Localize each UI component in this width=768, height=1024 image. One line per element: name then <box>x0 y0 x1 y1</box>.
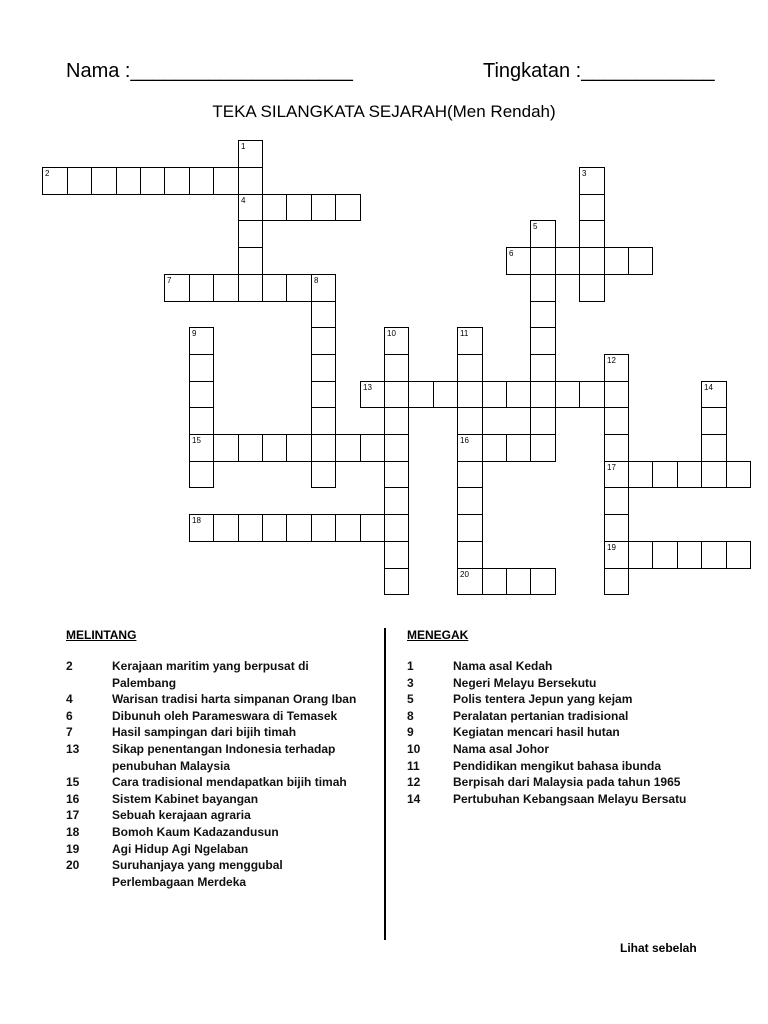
crossword-cell[interactable] <box>457 381 483 408</box>
crossword-cell[interactable] <box>384 434 409 462</box>
clue-item-text: Cara tradisional mendapatkan bijih timah <box>112 775 347 790</box>
crossword-cell[interactable] <box>701 407 727 435</box>
crossword-cell[interactable] <box>164 274 190 302</box>
crossword-cell[interactable] <box>360 514 385 542</box>
crossword-cell[interactable] <box>189 461 214 488</box>
clue-item-number: 6 <box>66 708 73 723</box>
clue-item-number: 18 <box>66 825 80 839</box>
crossword-cell[interactable] <box>579 247 605 275</box>
crossword-cell[interactable] <box>286 274 312 302</box>
crossword-cell[interactable] <box>579 194 605 221</box>
crossword-cell[interactable] <box>604 381 629 408</box>
crossword-cell[interactable] <box>262 194 287 221</box>
clue-number: 20 <box>460 570 469 579</box>
crossword-cell[interactable] <box>311 434 336 462</box>
crossword-cell[interactable] <box>677 541 702 569</box>
crossword-cell[interactable] <box>262 274 287 302</box>
clue-item-number: 17 <box>66 808 80 823</box>
clue-item-text: Negeri Melayu Bersekutu <box>453 675 597 690</box>
crossword-cell[interactable] <box>189 167 214 195</box>
crossword-cell[interactable] <box>604 247 629 275</box>
clue-item-number: 12 <box>407 775 421 790</box>
crossword-cell[interactable] <box>579 220 605 248</box>
crossword-cell[interactable] <box>530 434 556 462</box>
crossword-cell[interactable] <box>335 514 361 542</box>
clue-item-number: 4 <box>66 692 73 707</box>
crossword-cell[interactable] <box>384 327 409 355</box>
clue-number: 10 <box>387 329 396 338</box>
clue-number: 17 <box>607 463 616 472</box>
crossword-cell[interactable] <box>701 461 727 488</box>
crossword-cell[interactable] <box>189 434 214 462</box>
crossword-cell[interactable] <box>335 194 361 221</box>
crossword-cell[interactable] <box>360 434 385 462</box>
clue-item-number: 15 <box>66 775 80 790</box>
crossword-cell[interactable] <box>530 301 556 328</box>
crossword-cell[interactable] <box>189 274 214 302</box>
crossword-cell[interactable] <box>384 354 409 382</box>
crossword-cell[interactable] <box>457 568 483 595</box>
crossword-cell[interactable] <box>530 220 556 248</box>
crossword-cell[interactable] <box>433 381 458 408</box>
crossword-cell[interactable] <box>701 381 727 408</box>
clue-number: 7 <box>167 276 172 285</box>
crossword-cell[interactable] <box>384 407 409 435</box>
crossword-cell[interactable] <box>604 487 629 515</box>
crossword-cell[interactable] <box>457 327 483 355</box>
across-heading: MELINTANG <box>66 628 137 642</box>
clue-number: 19 <box>607 543 616 552</box>
crossword-cell[interactable] <box>457 407 483 435</box>
crossword-cell[interactable] <box>555 247 580 275</box>
crossword-cell[interactable] <box>530 274 556 302</box>
crossword-cell[interactable] <box>238 194 263 221</box>
crossword-cell[interactable] <box>457 487 483 515</box>
clue-number: 14 <box>704 383 713 392</box>
clue-item-text: Warisan tradisi harta simpanan Orang Iban <box>112 692 357 707</box>
clue-number: 16 <box>460 436 469 445</box>
crossword-cell[interactable] <box>238 434 263 462</box>
crossword-cell[interactable] <box>408 381 434 408</box>
crossword-cell[interactable] <box>457 461 483 488</box>
clue-item-text: Suruhanjaya yang menggubal Perlembagaan Merdeka <box>112 858 283 889</box>
crossword-cell[interactable] <box>555 381 580 408</box>
clue-item-number: 20 <box>66 858 80 873</box>
crossword-cell[interactable] <box>286 514 312 542</box>
crossword-cell[interactable] <box>604 514 629 542</box>
crossword-cell[interactable] <box>189 407 214 435</box>
crossword-cell[interactable] <box>311 514 336 542</box>
crossword-cell[interactable] <box>189 327 214 355</box>
crossword-cell[interactable] <box>628 541 653 569</box>
crossword-cell[interactable] <box>213 167 239 195</box>
clue-number: 13 <box>363 383 372 392</box>
crossword-cell[interactable] <box>42 167 68 195</box>
clue-item-text: Nama asal Johor <box>453 742 550 756</box>
clue-number: 15 <box>192 436 201 445</box>
crossword-cell[interactable] <box>530 381 556 408</box>
crossword-cell[interactable] <box>384 381 409 408</box>
clue-item-number: 1 <box>407 659 414 673</box>
crossword-cell[interactable] <box>189 514 214 542</box>
crossword-cell[interactable] <box>604 541 629 569</box>
crossword-cell[interactable] <box>384 568 409 595</box>
crossword-cell[interactable] <box>506 568 531 595</box>
crossword-cell[interactable] <box>262 434 287 462</box>
crossword-cell[interactable] <box>91 167 117 195</box>
crossword-cell[interactable] <box>238 247 263 275</box>
clue-item-number: 10 <box>407 742 421 756</box>
crossword-cell[interactable] <box>628 461 653 488</box>
crossword-cell[interactable] <box>506 381 531 408</box>
clue-number: 6 <box>509 249 514 258</box>
crossword-cell[interactable] <box>286 194 312 221</box>
crossword-cell[interactable] <box>238 167 263 195</box>
clue-number: 4 <box>241 196 246 205</box>
crossword-cell[interactable] <box>238 220 263 248</box>
clue-item-number: 5 <box>407 692 414 707</box>
crossword-cell[interactable] <box>360 381 385 408</box>
crossword-cell[interactable] <box>604 461 629 488</box>
clue-number: 8 <box>314 276 319 285</box>
crossword-cell[interactable] <box>213 274 239 302</box>
clue-item-number: 11 <box>407 758 420 773</box>
crossword-cell[interactable] <box>604 354 629 382</box>
crossword-cell[interactable] <box>311 327 336 355</box>
crossword-cell[interactable] <box>262 514 287 542</box>
form-level-field-label: Tingkatan :____________ <box>483 60 715 82</box>
clue-item-number: 19 <box>66 841 80 856</box>
clue-item-text: Pertubuhan Kebangsaan Melayu Bersatu <box>453 791 687 806</box>
next-page-note: Lihat sebelah <box>620 941 697 955</box>
clue-item-text: Peralatan pertanian tradisional <box>453 708 629 723</box>
crossword-cell[interactable] <box>579 167 605 195</box>
crossword-cell[interactable] <box>311 461 336 488</box>
crossword-cell[interactable] <box>579 274 605 302</box>
crossword-cell[interactable] <box>701 434 727 462</box>
clue-item-number: 14 <box>407 791 421 806</box>
crossword-cell[interactable] <box>384 487 409 515</box>
crossword-cell[interactable] <box>530 407 556 435</box>
crossword-cell[interactable] <box>384 541 409 569</box>
crossword-cell[interactable] <box>604 568 629 595</box>
clue-item-text: Polis tentera Jepun yang kejam <box>453 692 633 707</box>
crossword-cell[interactable] <box>213 514 239 542</box>
crossword-cell[interactable] <box>482 568 507 595</box>
clue-item-text: Sistem Kabinet bayangan <box>112 791 259 806</box>
clue-number: 3 <box>582 169 587 178</box>
clue-item-text: Bomoh Kaum Kadazandusun <box>112 825 279 839</box>
crossword-cell[interactable] <box>482 434 507 462</box>
crossword-cell[interactable] <box>311 194 336 221</box>
crossword-cell[interactable] <box>726 461 751 488</box>
crossword-cell[interactable] <box>189 354 214 382</box>
crossword-cell[interactable] <box>506 247 531 275</box>
clue-item-text: Dibunuh oleh Parameswara di Temasek <box>112 708 338 723</box>
crossword-cell[interactable] <box>530 354 556 382</box>
crossword-cell[interactable] <box>677 461 702 488</box>
crossword-cell[interactable] <box>457 514 483 542</box>
clue-item-number: 9 <box>407 725 414 740</box>
clue-item-text: Berpisah dari Malaysia pada tahun 1965 <box>453 775 681 790</box>
name-field-label: Nama :____________________ <box>66 60 353 82</box>
crossword-cell[interactable] <box>335 434 361 462</box>
crossword-cell[interactable] <box>238 514 263 542</box>
crossword-cell[interactable] <box>457 434 483 462</box>
clue-item-number: 8 <box>407 708 414 723</box>
clue-number: 1 <box>241 142 246 151</box>
crossword-cell[interactable] <box>164 167 190 195</box>
clue-number: 11 <box>460 329 469 338</box>
crossword-cell[interactable] <box>604 434 629 462</box>
crossword-cell[interactable] <box>311 354 336 382</box>
crossword-cell[interactable] <box>701 541 727 569</box>
clue-number: 9 <box>192 329 197 338</box>
clue-item-text: Nama asal Kedah <box>453 659 553 673</box>
crossword-cell[interactable] <box>311 301 336 328</box>
clue-item-text: Agi Hidup Agi Ngelaban <box>112 841 249 856</box>
crossword-cell[interactable] <box>67 167 92 195</box>
clue-item-number: 3 <box>407 675 414 690</box>
clue-item-text: Kegiatan mencari hasil hutan <box>453 725 620 740</box>
crossword-cell[interactable] <box>726 541 751 569</box>
clue-item-text: Sikap penentangan Indonesia terhadap penubuhan Malaysia <box>112 742 336 773</box>
column-divider <box>384 628 386 940</box>
crossword-cell[interactable] <box>628 247 653 275</box>
crossword-cell[interactable] <box>238 140 263 168</box>
crossword-cell[interactable] <box>506 434 531 462</box>
crossword-cell[interactable] <box>604 407 629 435</box>
clue-item-text: Pendidikan mengikut bahasa ibunda <box>453 758 662 773</box>
crossword-cell[interactable] <box>579 381 605 408</box>
clue-item-number: 2 <box>66 659 73 673</box>
crossword-cell[interactable] <box>140 167 165 195</box>
clue-number: 5 <box>533 222 538 231</box>
crossword-cell[interactable] <box>530 568 556 595</box>
crossword-cell[interactable] <box>286 434 312 462</box>
clue-item-number: 7 <box>66 725 73 740</box>
clue-item-text: Kerajaan maritim yang berpusat di Palembang <box>112 659 309 690</box>
crossword-cell[interactable] <box>311 381 336 408</box>
down-heading: MENEGAK <box>407 628 469 642</box>
crossword-cell[interactable] <box>213 434 239 462</box>
crossword-cell[interactable] <box>311 407 336 435</box>
crossword-cell[interactable] <box>530 327 556 355</box>
crossword-cell[interactable] <box>652 541 678 569</box>
clue-number: 12 <box>607 356 616 365</box>
clue-item-text: Hasil sampingan dari bijih timah <box>112 725 297 740</box>
crossword-cell[interactable] <box>457 541 483 569</box>
crossword-cell[interactable] <box>189 381 214 408</box>
clue-item-number: 13 <box>66 742 80 756</box>
crossword-cell[interactable] <box>482 381 507 408</box>
crossword-cell[interactable] <box>116 167 141 195</box>
clue-item-text: Sebuah kerajaan agraria <box>112 808 251 823</box>
crossword-cell[interactable] <box>311 274 336 302</box>
crossword-cell[interactable] <box>530 247 556 275</box>
crossword-cell[interactable] <box>384 514 409 542</box>
crossword-cell[interactable] <box>652 461 678 488</box>
crossword-cell[interactable] <box>384 461 409 488</box>
clue-number: 18 <box>192 516 201 525</box>
clue-number: 2 <box>45 169 50 178</box>
clue-item-number: 16 <box>66 791 80 806</box>
crossword-cell[interactable] <box>238 274 263 302</box>
crossword-cell[interactable] <box>457 354 483 382</box>
page-title: TEKA SILANGKATA SEJARAH(Men Rendah) <box>212 102 556 121</box>
